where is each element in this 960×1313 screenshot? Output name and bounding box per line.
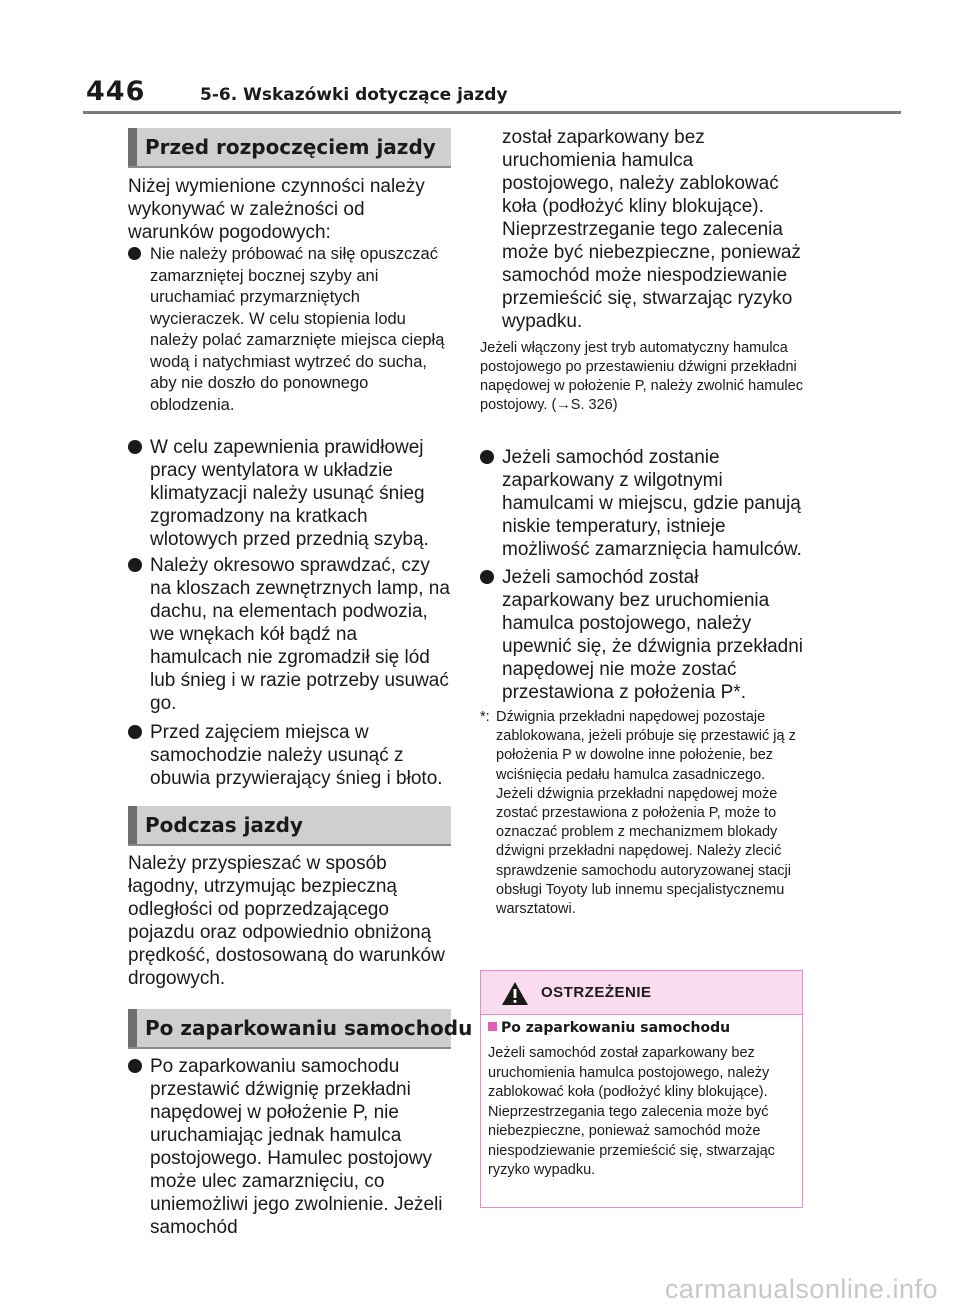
- warning-box: [480, 970, 803, 1208]
- bullet-text: Należy okresowo sprawdzać, czy na kloszach zewnętrznych lamp, na dachu, na elementach podwozia, we wnękach kół bądź na hamulcach nie zgromadził się lód lub śnieg i w razie potrzeby usuwać go.: [150, 555, 450, 714]
- note-paragraph: Jeżeli włączony jest tryb automatyczny hamulca postojowego po przestawieniu dźwigni przekładni napędowej w położenie P, należy zwolnić hamulec postojowy. (→S. 326): [480, 340, 803, 413]
- square-bullet-icon: [488, 1022, 497, 1031]
- bullet-dot-icon: [480, 450, 494, 464]
- bullet-dot-icon: [128, 1059, 142, 1073]
- bullet-text: Nie należy próbować na siłę opuszczać zamarzniętej bocznej szyby ani uruchamiać przymarzniętych wycieraczek. W celu stopienia lodu należy polać zamarznięte miejsca ciepłą wodą i natychmiast wytrzeć do sucha, aby nie doszło do ponownego oblodzenia.: [150, 245, 445, 414]
- driving-paragraph: Należy przyspieszać w sposób łagodny, utrzymując bezpieczną odległości od poprzedzającego pojazdu oraz odpowiednio obniżoną prędkość, dostosowaną do warunków drogowych.: [128, 853, 445, 989]
- heading-after-parking: Po zaparkowaniu samochodu: [128, 1009, 451, 1047]
- section-title: 5-6. Wskazówki dotyczące jazdy: [200, 85, 508, 105]
- bullet-text: Po zaparkowaniu samochodu przestawić dźwignię przekładni napędowej w położenie P, nie uruchamiając jednak hamulca postojowego. Hamulec postojowy może ulec zamarznięciu, co uniemożliwi jego zwolnienie. Jeżeli samochód: [150, 1056, 443, 1238]
- intro-paragraph: Niżej wymienione czynności należy wykonywać w zależności od warunków pogodowych:: [128, 176, 425, 243]
- footnote-mark: *:: [480, 709, 490, 725]
- bullet-item: [128, 1055, 450, 1239]
- bullet-continuation: został zaparkowany bez uruchomienia hamulca postojowego, należy zablokować koła (podłożyć kliny blokujące). Nieprzestrzeganie tego zalecenia może być niebezpieczne, ponieważ samochód może niespodziewanie przemieścić się, stwarzając ryzyko wypadku.: [502, 127, 801, 332]
- bullet-text: W celu zapewnienia prawidłowej pracy wentylatora w układzie klimatyzacji należy usunąć śnieg zgromadzony na kratkach wlotowych przed przednią szybą.: [150, 437, 429, 550]
- bullet-dot-icon: [128, 440, 142, 454]
- bullet-item: [480, 446, 805, 561]
- bullet-text: Jeżeli samochód zostanie zaparkowany z wilgotnymi hamulcami w miejscu, gdzie panują niskie temperatury, istnieje możliwość zamarznięcia hamulców.: [502, 447, 802, 560]
- footnote: [480, 708, 805, 919]
- bullet-text: Przed zajęciem miejsca w samochodzie należy usunąć z obuwia przywierający śnieg i błoto.: [150, 722, 443, 789]
- bullet-item: [128, 436, 450, 551]
- heading-before-driving: Przed rozpoczęciem jazdy: [128, 128, 451, 166]
- bullet-item: [128, 554, 450, 715]
- warning-header: [481, 971, 802, 1015]
- bullet-dot-icon: [480, 570, 494, 584]
- footnote-text: Dźwignia przekładni napędowej pozostaje zablokowana, jeżeli próbuje się przestawić ją z położenia P w dowolne inne położenie, bez wciśnięcia pedału hamulca zasadniczego. Jeżeli dźwignia przekładni napędowej może zostać przestawiona z położenia P, może to oznaczać problem z mechanizmem blokady dźwigni przekładni napędowej. Należy zlecić sprawdzenie samochodu autoryzowanej stacji obsługi Toyoty lub innemu specjalistycznemu warsztatowi.: [496, 709, 796, 918]
- bullet-dot-icon: [128, 558, 142, 572]
- bullet-dot-icon: [128, 247, 141, 260]
- warning-subtitle: [488, 1020, 730, 1036]
- page-number: 446: [86, 76, 146, 107]
- header-divider: [83, 111, 901, 114]
- warning-text: Jeżeli samochód został zaparkowany bez uruchomienia hamulca postojowego, należy zablokować koła (podłożyć kliny blokujące). Nieprzestrzegania tego zalecenia może być niebezpieczne, ponieważ samochód może niespodziewanie przemieścić się, stwarzając ryzyko wypadku.: [488, 1045, 775, 1178]
- warning-title: OSTRZEŻENIE: [541, 984, 652, 1001]
- warning-subtitle-text: Po zaparkowaniu samochodu: [501, 1020, 731, 1036]
- bullet-item: [480, 566, 805, 704]
- bullet-item: [128, 244, 453, 416]
- watermark: carmanualsonline.info: [664, 1274, 938, 1304]
- bullet-dot-icon: [128, 725, 142, 739]
- bullet-item: [128, 721, 450, 790]
- bullet-text: Jeżeli samochód został zaparkowany bez uruchomienia hamulca postojowego, należy upewnić się, że dźwignia przekładni napędowej nie może zostać przestawiona z położenia P*.: [502, 567, 803, 703]
- heading-while-driving: Podczas jazdy: [128, 806, 451, 844]
- warning-triangle-icon: [501, 981, 529, 1006]
